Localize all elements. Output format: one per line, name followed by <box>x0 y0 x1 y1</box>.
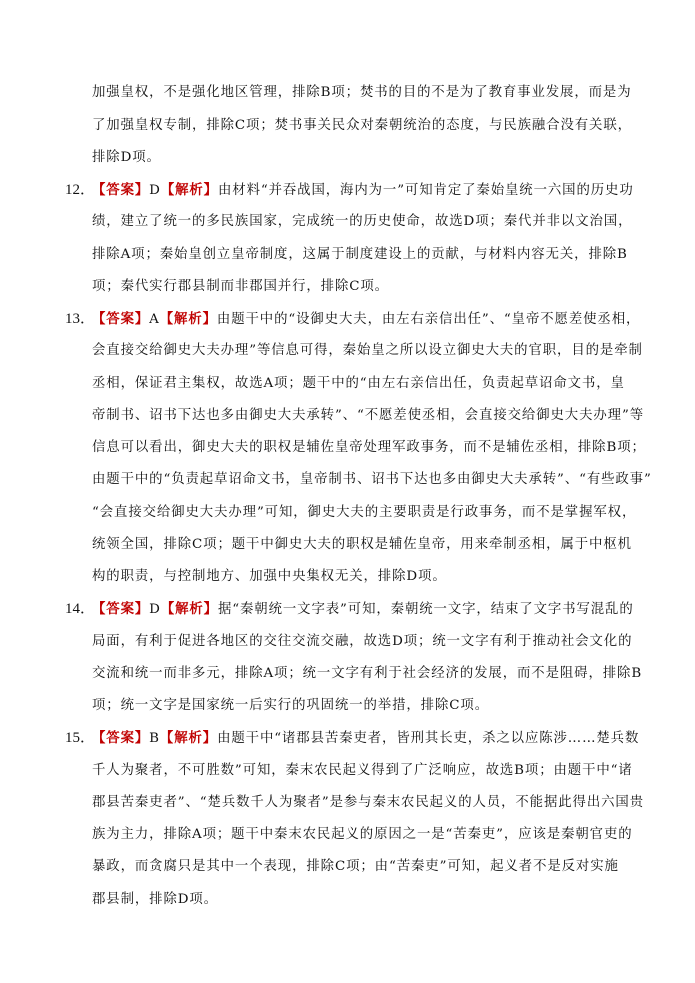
answer-choice: B <box>149 731 160 746</box>
question-number: 15． <box>65 730 96 746</box>
text-line: 信息可以看出，御史大夫的职权是辅佐皇帝处理军政事务，而不是辅佐丞相，排除B项； <box>92 440 646 455</box>
text-line: 交流和统一而非多元，排除A项；统一文字有利于社会经济的发展，而不是阻碍，排除B <box>92 666 643 681</box>
question-14-first-line <box>65 599 634 620</box>
answer-tag: 【答案】 <box>92 182 150 198</box>
text-line: “会直接交给御史大夫办理”可知，御史大夫的主要职责是行政事务，而不是掌握军权， <box>92 505 637 520</box>
text-line: 了加强皇权专制，排除C项；焚书事关民众对秦朝统治的态度，与民族融合没有关联， <box>92 118 632 133</box>
text-line: 项；统一文字是国家统一后实行的巩固统一的举措，排除C项。 <box>92 698 489 713</box>
answer-choice: D <box>149 602 161 617</box>
question-13-first-line <box>65 309 640 330</box>
answer-choice: A <box>149 312 160 327</box>
analysis-text: 由材料“并吞战国，海内为一”可知肯定了秦始皇统一六国的历史功 <box>217 183 634 198</box>
answer-choice: D <box>149 183 161 198</box>
analysis-text: 由题干中“诸郡县苦秦吏者，皆刑其长吏，杀之以应陈涉……楚兵数 <box>217 731 640 746</box>
question-number: 14． <box>65 601 96 617</box>
question-number: 12． <box>65 182 96 198</box>
question-15-first-line <box>65 728 639 749</box>
text-line: 加强皇权，不是强化地区管理，排除B项；焚书的目的不是为了教育事业发展，而是为 <box>92 85 632 100</box>
text-line: 帝制书、诏书下达也多由御史大夫承转”、“不愿差使丞相，会直接交给御史大夫办理”等 <box>92 408 644 423</box>
text-line: 族为主力，排除A项；题干中秦末农民起义的原因之一是“苦秦吏”，应该是秦朝官吏的 <box>92 827 633 842</box>
text-line: 绩，建立了统一的多民族国家，完成统一的历史使命，故选D项；秦代并非以文治国， <box>92 214 633 229</box>
analysis-tag: 【解析】 <box>160 182 218 198</box>
text-line: 千人为聚者，不可胜数”可知，秦末农民起义得到了广泛响应，故选B项；由题干中“诸 <box>92 763 633 778</box>
question-12-first-line <box>65 180 634 201</box>
analysis-text: 据“秦朝统一文字表”可知，秦朝统一文字，结束了文字书写混乱的 <box>217 602 634 617</box>
question-number: 13． <box>65 311 96 327</box>
text-line: 会直接交给御史大夫办理”等信息可得，秦始皇之所以设立御史大夫的官职，目的是牵制 <box>92 343 643 358</box>
text-line: 郡县苦秦吏者”、“楚兵数千人为聚者”是参与秦末农民起义的人员，不能据此得出六国贵 <box>92 795 644 810</box>
answer-tag: 【答案】 <box>92 730 150 746</box>
answer-tag: 【答案】 <box>92 601 150 617</box>
text-line: 丞相，保证君主集权，故选A项；题干中的“由左右亲信出任，负责起草诏命文书，皇 <box>92 376 625 391</box>
analysis-text: 由题干中的“设御史大夫，由左右亲信出任”、“皇帝不愿差使丞相， <box>216 312 641 327</box>
text-line: 构的职责，与控制地方、加强中央集权无关，排除D项。 <box>92 569 447 584</box>
text-line: 由题干中的“负责起草诏命文书，皇帝制书、诏书下达也多由御史大夫承转”、“有些政事” <box>92 472 652 487</box>
text-line: 暴政，而贪腐只是其中一个表现，排除C项；由“苦秦吏”可知，起义者不是反对实施 <box>92 859 619 874</box>
analysis-tag: 【解析】 <box>159 311 217 327</box>
text-line: 局面，有利于促进各地区的交往交流交融，故选D项；统一文字有利于推动社会文化的 <box>92 634 633 649</box>
text-line: 统领全国，排除C项；题干中御史大夫的职权是辅佐皇帝，用来牵制丞相，属于中枢机 <box>92 537 632 552</box>
analysis-tag: 【解析】 <box>160 601 218 617</box>
text-line: 项；秦代实行郡县制而非郡国并行，排除C项。 <box>92 279 389 294</box>
text-line: 排除D项。 <box>92 150 161 165</box>
analysis-tag: 【解析】 <box>159 730 218 746</box>
text-line: 郡县制，排除D项。 <box>92 892 218 907</box>
text-line: 排除A项；秦始皇创立皇帝制度，这属于制度建设上的贡献，与材料内容无关，排除B <box>92 247 628 262</box>
answer-tag: 【答案】 <box>92 311 150 327</box>
